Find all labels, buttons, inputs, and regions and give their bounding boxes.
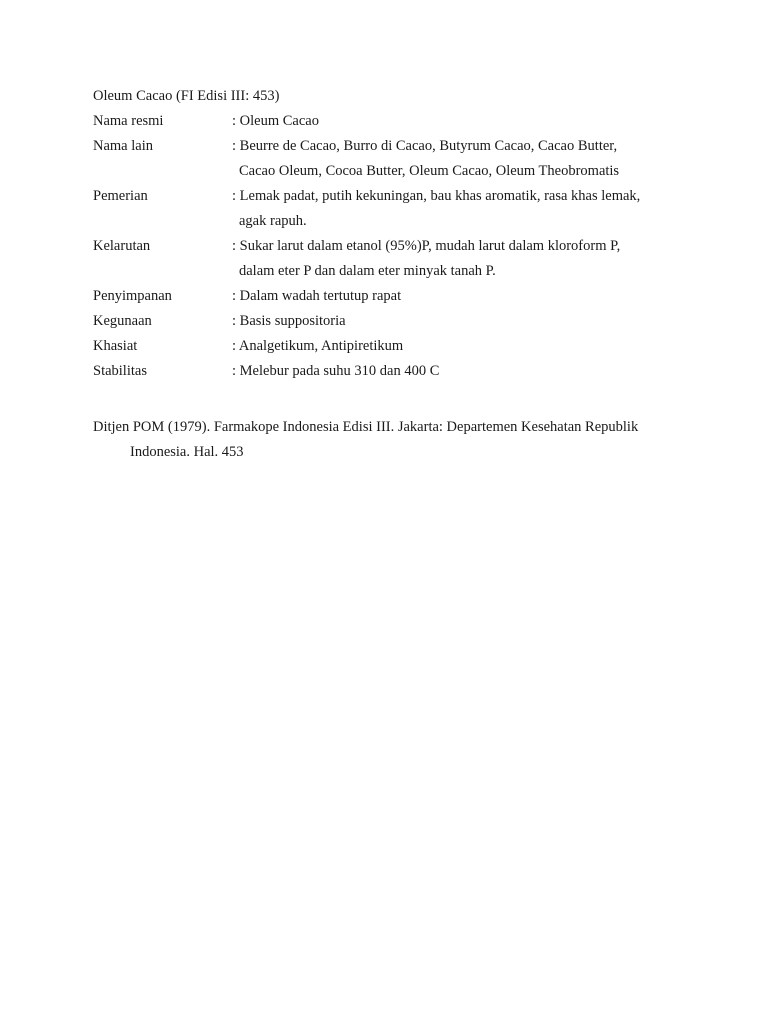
field-label: Kelarutan [93, 238, 151, 254]
field-label: Nama lain [93, 138, 153, 154]
field-row-pemerian [93, 184, 713, 209]
field-row-continuation [93, 259, 713, 284]
field-value: : Sukar larut dalam etanol (95%)P, mudah larut dalam kloroform P, [232, 238, 621, 254]
field-label: Kegunaan [93, 313, 152, 329]
reference-citation [93, 415, 713, 465]
field-row-penyimpanan [93, 284, 713, 309]
field-value: : Beurre de Cacao, Burro di Cacao, Butyrum Cacao, Cacao Butter, [232, 138, 618, 154]
field-row-continuation [93, 209, 713, 234]
field-value-continuation: Cacao Oleum, Cocoa Butter, Oleum Cacao, Oleum Theobromatis [239, 163, 620, 179]
field-value: : Analgetikum, Antipiretikum [232, 338, 404, 354]
field-label: Penyimpanan [93, 288, 172, 304]
field-row-nama-resmi [93, 109, 713, 134]
field-label: Khasiat [93, 338, 138, 354]
field-row-continuation [93, 159, 713, 184]
field-value: : Lemak padat, putih kekuningan, bau khas aromatik, rasa khas lemak, [232, 188, 641, 204]
field-label: Nama resmi [93, 113, 164, 129]
field-value-continuation: dalam eter P dan dalam eter minyak tanah P. [239, 263, 496, 279]
field-label: Pemerian [93, 188, 148, 204]
field-row-nama-lain [93, 134, 713, 159]
field-label: Stabilitas [93, 363, 147, 379]
field-row-kegunaan [93, 309, 713, 334]
field-value: : Oleum Cacao [232, 113, 319, 129]
document-body [93, 84, 713, 465]
field-value: : Melebur pada suhu 310 dan 400 C [232, 363, 440, 379]
field-row-stabilitas [93, 359, 713, 384]
field-row-kelarutan [93, 234, 713, 259]
page-title: Oleum Cacao (FI Edisi III: 453) [93, 88, 280, 104]
field-value: : Basis suppositoria [232, 313, 346, 329]
reference-line-hanging: Indonesia. Hal. 453 [130, 444, 244, 460]
reference-line: Ditjen POM (1979). Farmakope Indonesia Edisi III. Jakarta: Departemen Kesehatan Republik [93, 419, 639, 435]
field-row-khasiat [93, 334, 713, 359]
field-value: : Dalam wadah tertutup rapat [232, 288, 402, 304]
field-value-continuation: agak rapuh. [239, 213, 307, 229]
